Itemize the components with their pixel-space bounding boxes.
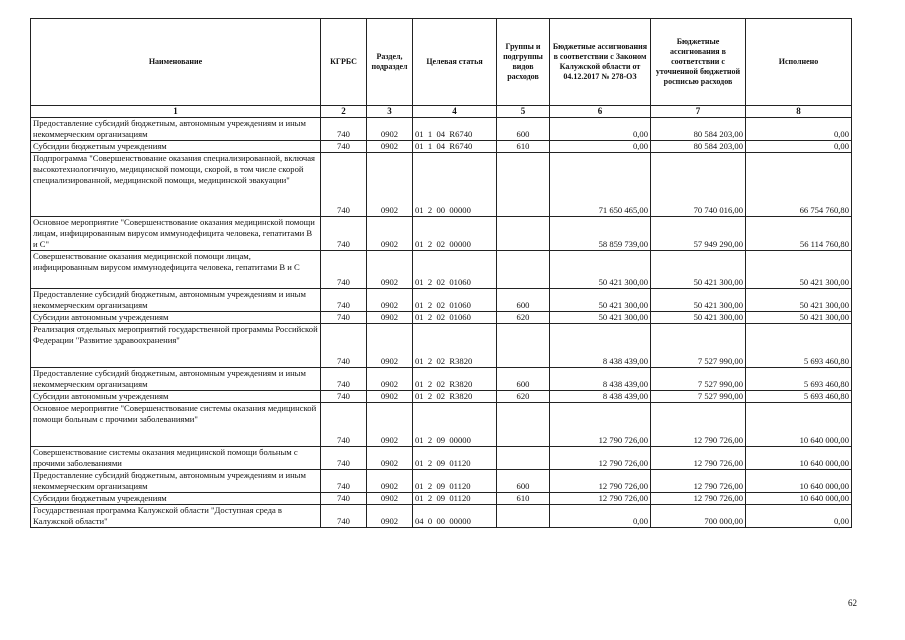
row-expense-group: 620	[497, 391, 550, 403]
row-target-article: 01 2 09 00000	[413, 403, 497, 447]
row-kgrbs: 740	[321, 470, 367, 493]
header-target: Целевая статья	[413, 19, 497, 106]
budget-table	[30, 18, 852, 528]
row-law-amount: 50 421 300,00	[550, 289, 651, 312]
row-name: Государственная программа Калужской области "Доступная среда в Калужской области"	[31, 505, 321, 528]
column-number: 6	[550, 106, 651, 118]
header-section: Раздел, подраздел	[367, 19, 413, 106]
row-executed-amount: 50 421 300,00	[746, 251, 852, 289]
row-law-amount: 0,00	[550, 118, 651, 141]
row-target-article: 01 2 02 01060	[413, 289, 497, 312]
page-number: 62	[848, 598, 857, 608]
row-name: Совершенствование системы оказания медицинской помощи больным с прочими заболеваниями	[31, 447, 321, 470]
table-row	[31, 391, 852, 403]
row-kgrbs: 740	[321, 217, 367, 251]
row-law-amount: 0,00	[550, 505, 651, 528]
header-kgrbs: КГРБС	[321, 19, 367, 106]
row-law-amount: 0,00	[550, 141, 651, 153]
row-section: 0902	[367, 153, 413, 217]
row-section: 0902	[367, 391, 413, 403]
row-section: 0902	[367, 289, 413, 312]
row-law-amount: 50 421 300,00	[550, 251, 651, 289]
row-name: Субсидии бюджетным учреждениям	[31, 493, 321, 505]
row-refined-amount: 7 527 990,00	[651, 391, 746, 403]
row-target-article: 01 2 02 R3820	[413, 368, 497, 391]
column-number: 4	[413, 106, 497, 118]
column-number: 5	[497, 106, 550, 118]
header-executed: Исполнено	[746, 19, 852, 106]
column-number: 7	[651, 106, 746, 118]
row-name: Основное мероприятие "Совершенствование оказания медицинской помощи лицам, инфицированным вирусом иммунодефицита человека, гепатитами В и С"	[31, 217, 321, 251]
table-row	[31, 324, 852, 368]
row-expense-group: 610	[497, 493, 550, 505]
table-row	[31, 505, 852, 528]
row-target-article: 01 2 09 01120	[413, 493, 497, 505]
row-law-amount: 50 421 300,00	[550, 312, 651, 324]
table-header-row	[31, 19, 852, 106]
row-expense-group	[497, 505, 550, 528]
row-target-article: 01 2 02 01060	[413, 312, 497, 324]
row-expense-group	[497, 324, 550, 368]
row-name: Основное мероприятие "Совершенствование системы оказания медицинской помощи больным с прочими заболеваниями"	[31, 403, 321, 447]
row-name: Субсидии автономным учреждениям	[31, 312, 321, 324]
row-law-amount: 8 438 439,00	[550, 391, 651, 403]
row-expense-group: 610	[497, 141, 550, 153]
row-name: Реализация отдельных мероприятий государственной программы Российской Федерации "Развитие здравоохранения"	[31, 324, 321, 368]
row-section: 0902	[367, 118, 413, 141]
table-row	[31, 403, 852, 447]
row-refined-amount: 70 740 016,00	[651, 153, 746, 217]
row-executed-amount: 66 754 760,80	[746, 153, 852, 217]
row-executed-amount: 10 640 000,00	[746, 493, 852, 505]
row-law-amount: 12 790 726,00	[550, 403, 651, 447]
row-refined-amount: 57 949 290,00	[651, 217, 746, 251]
row-refined-amount: 7 527 990,00	[651, 368, 746, 391]
row-expense-group	[497, 403, 550, 447]
table-row	[31, 251, 852, 289]
table-row	[31, 312, 852, 324]
document-sheet	[30, 18, 852, 528]
column-number: 1	[31, 106, 321, 118]
row-target-article: 01 2 02 R3820	[413, 324, 497, 368]
row-name: Предоставление субсидий бюджетным, автономным учреждениям и иным некоммерческим организациям	[31, 470, 321, 493]
row-section: 0902	[367, 447, 413, 470]
row-section: 0902	[367, 312, 413, 324]
row-executed-amount: 10 640 000,00	[746, 447, 852, 470]
row-target-article: 01 2 02 01060	[413, 251, 497, 289]
row-refined-amount: 12 790 726,00	[651, 447, 746, 470]
row-law-amount: 12 790 726,00	[550, 470, 651, 493]
row-expense-group: 620	[497, 312, 550, 324]
table-row	[31, 447, 852, 470]
row-target-article: 01 2 02 00000	[413, 217, 497, 251]
table-row	[31, 217, 852, 251]
table-row	[31, 141, 852, 153]
row-executed-amount: 50 421 300,00	[746, 312, 852, 324]
row-kgrbs: 740	[321, 447, 367, 470]
row-name: Субсидии бюджетным учреждениям	[31, 141, 321, 153]
table-row	[31, 470, 852, 493]
row-kgrbs: 740	[321, 153, 367, 217]
row-section: 0902	[367, 493, 413, 505]
row-law-amount: 12 790 726,00	[550, 447, 651, 470]
row-executed-amount: 10 640 000,00	[746, 470, 852, 493]
row-section: 0902	[367, 505, 413, 528]
row-refined-amount: 7 527 990,00	[651, 324, 746, 368]
row-refined-amount: 80 584 203,00	[651, 118, 746, 141]
row-kgrbs: 740	[321, 324, 367, 368]
row-executed-amount: 0,00	[746, 505, 852, 528]
table-row	[31, 289, 852, 312]
row-kgrbs: 740	[321, 505, 367, 528]
row-target-article: 04 0 00 00000	[413, 505, 497, 528]
row-target-article: 01 2 02 R3820	[413, 391, 497, 403]
row-refined-amount: 50 421 300,00	[651, 289, 746, 312]
row-kgrbs: 740	[321, 289, 367, 312]
row-section: 0902	[367, 141, 413, 153]
column-number: 3	[367, 106, 413, 118]
row-section: 0902	[367, 368, 413, 391]
row-target-article: 01 1 04 R6740	[413, 118, 497, 141]
row-kgrbs: 740	[321, 493, 367, 505]
row-kgrbs: 740	[321, 141, 367, 153]
row-kgrbs: 740	[321, 403, 367, 447]
row-kgrbs: 740	[321, 312, 367, 324]
row-expense-group: 600	[497, 470, 550, 493]
row-expense-group: 600	[497, 118, 550, 141]
row-kgrbs: 740	[321, 118, 367, 141]
table-row	[31, 368, 852, 391]
column-number: 8	[746, 106, 852, 118]
row-refined-amount: 12 790 726,00	[651, 403, 746, 447]
row-refined-amount: 12 790 726,00	[651, 493, 746, 505]
row-kgrbs: 740	[321, 391, 367, 403]
row-kgrbs: 740	[321, 251, 367, 289]
row-law-amount: 12 790 726,00	[550, 493, 651, 505]
row-refined-amount: 12 790 726,00	[651, 470, 746, 493]
row-law-amount: 8 438 439,00	[550, 368, 651, 391]
row-section: 0902	[367, 251, 413, 289]
row-expense-group: 600	[497, 368, 550, 391]
row-target-article: 01 1 04 R6740	[413, 141, 497, 153]
row-name: Совершенствование оказания медицинской помощи лицам, инфицированным вирусом иммунодефицита человека, гепатитами В и С	[31, 251, 321, 289]
row-law-amount: 8 438 439,00	[550, 324, 651, 368]
table-row	[31, 153, 852, 217]
row-law-amount: 58 859 739,00	[550, 217, 651, 251]
row-expense-group: 600	[497, 289, 550, 312]
row-expense-group	[497, 447, 550, 470]
header-group: Группы и подгруппы видов расходов	[497, 19, 550, 106]
row-name: Предоставление субсидий бюджетным, автономным учреждениям и иным некоммерческим организациям	[31, 368, 321, 391]
row-executed-amount: 10 640 000,00	[746, 403, 852, 447]
header-name: Наименование	[31, 19, 321, 106]
row-target-article: 01 2 09 01120	[413, 470, 497, 493]
row-expense-group	[497, 153, 550, 217]
row-executed-amount: 56 114 760,80	[746, 217, 852, 251]
row-kgrbs: 740	[321, 368, 367, 391]
row-name: Предоставление субсидий бюджетным, автономным учреждениям и иным некоммерческим организациям	[31, 289, 321, 312]
row-refined-amount: 50 421 300,00	[651, 312, 746, 324]
row-executed-amount: 5 693 460,80	[746, 324, 852, 368]
table-row	[31, 118, 852, 141]
table-row	[31, 493, 852, 505]
row-law-amount: 71 650 465,00	[550, 153, 651, 217]
row-refined-amount: 50 421 300,00	[651, 251, 746, 289]
row-executed-amount: 0,00	[746, 141, 852, 153]
header-law: Бюджетные ассигнования в соответствии с Законом Калужской области от 04.12.2017 № 278-ОЗ	[550, 19, 651, 106]
column-number: 2	[321, 106, 367, 118]
row-executed-amount: 0,00	[746, 118, 852, 141]
row-name: Предоставление субсидий бюджетным, автономным учреждениям и иным некоммерческим организациям	[31, 118, 321, 141]
row-name: Субсидии автономным учреждениям	[31, 391, 321, 403]
row-refined-amount: 700 000,00	[651, 505, 746, 528]
table-body	[31, 106, 852, 528]
row-section: 0902	[367, 470, 413, 493]
row-section: 0902	[367, 324, 413, 368]
row-executed-amount: 5 693 460,80	[746, 368, 852, 391]
row-executed-amount: 5 693 460,80	[746, 391, 852, 403]
row-target-article: 01 2 09 01120	[413, 447, 497, 470]
row-section: 0902	[367, 217, 413, 251]
row-name: Подпрограмма "Совершенствование оказания специализированной, включая высокотехнологичную, медицинской помощи, скорой, в том числе скорой специализированной, медицинской помощи, медицинской эвакуации"	[31, 153, 321, 217]
column-number-row	[31, 106, 852, 118]
row-refined-amount: 80 584 203,00	[651, 141, 746, 153]
row-target-article: 01 2 00 00000	[413, 153, 497, 217]
row-expense-group	[497, 217, 550, 251]
row-section: 0902	[367, 403, 413, 447]
header-refined: Бюджетные ассигнования в соответствии с уточненной бюджетной росписью расходов	[651, 19, 746, 106]
row-executed-amount: 50 421 300,00	[746, 289, 852, 312]
row-expense-group	[497, 251, 550, 289]
